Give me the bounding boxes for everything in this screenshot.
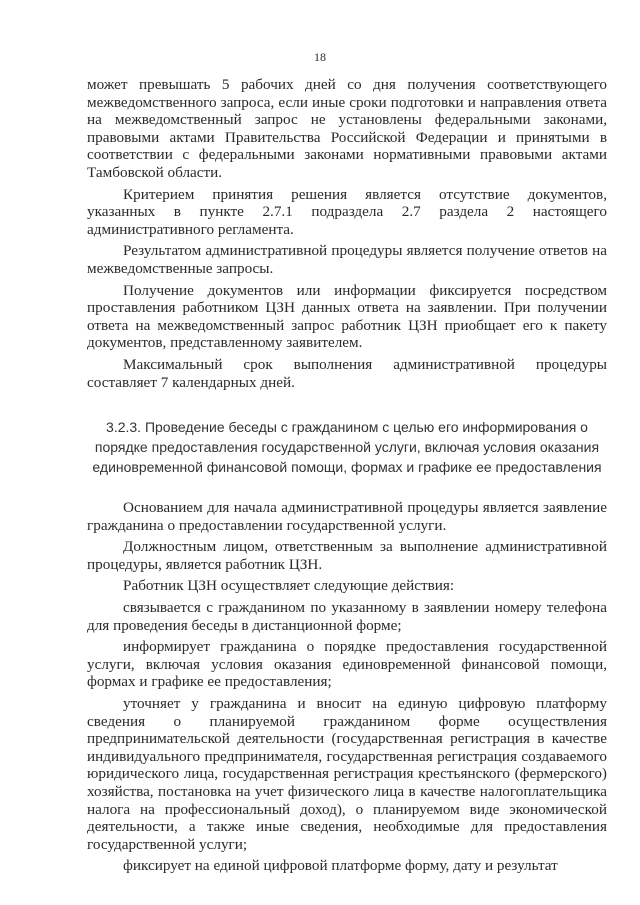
list-item-inform-citizen: информирует гражданина о порядке предоставления государственной услуги, включая условия оказания единовременной финансовой помощи, формах и графике ее предоставления; — [87, 638, 607, 691]
list-item-contact-citizen: связывается с гражданином по указанному в заявлении номеру телефона для проведения беседы в дистанционной форме; — [87, 599, 607, 634]
paragraph-procedure-result: Результатом административной процедуры является получение ответов на межведомственные запросы. — [87, 242, 607, 277]
paragraph-continuation: может превышать 5 рабочих дней со дня получения соответствующего межведомственного запроса, если иные сроки подготовки и направления ответа на межведомственный запрос не установлены федеральными законами, правовыми актами Правительства Российской Федерации и принятыми в соответствии с федеральными законами нормативными правовыми актами Тамбовской области. — [87, 76, 607, 181]
paragraph-documents-receipt: Получение документов или информации фиксируется посредством проставления работником ЦЗН данных ответа на заявлении. При получении ответа на межведомственный запрос работник ЦЗН приобщает его к пакету документов, представленному заявителем. — [87, 281, 607, 352]
page-number: 18 — [314, 50, 326, 64]
paragraph-max-duration: Максимальный срок выполнения административной процедуры составляет 7 календарных дней. — [87, 355, 607, 391]
list-item-record-result: фиксирует на единой цифровой платформе форму, дату и результат — [123, 857, 558, 875]
paragraph-procedure-basis: Основанием для начала административной процедуры является заявление гражданина о предоставлении государственной услуги. — [87, 499, 607, 534]
section-heading-3-2-3: 3.2.3. Проведение беседы с гражданином с целью его информирования о порядке предоставления государственной услуги, включая условия оказания единовременной финансовой помощи, формах и графике ее предоставления — [92, 419, 602, 476]
document-body — [87, 76, 607, 879]
paragraph-decision-criterion: Критерием принятия решения является отсутствие документов, указанных в пункте 2.7.1 подраздела 2.7 раздела 2 настоящего административного регламента. — [87, 185, 607, 238]
list-item-clarify-and-record: уточняет у гражданина и вносит на единую цифровую платформу сведения о планируемой гражданином форме осуществления предпринимательской деятельности (государственная регистрация в качестве индивидуального предпринимателя, государственная регистрация создаваемого юридического лица, государственная регистрация крестьянского (фермерского) хозяйства, постановка на учет физического лица в качестве налогоплательщика налога на профессиональный доход), о планируемом виде экономической деятельности, а также иные сведения, необходимые для предоставления государственной услуги; — [87, 695, 607, 853]
paragraph-responsible-person: Должностным лицом, ответственным за выполнение административной процедуры, является работник ЦЗН. — [87, 538, 607, 573]
paragraph-actions-intro: Работник ЦЗН осуществляет следующие действия: — [123, 577, 455, 595]
